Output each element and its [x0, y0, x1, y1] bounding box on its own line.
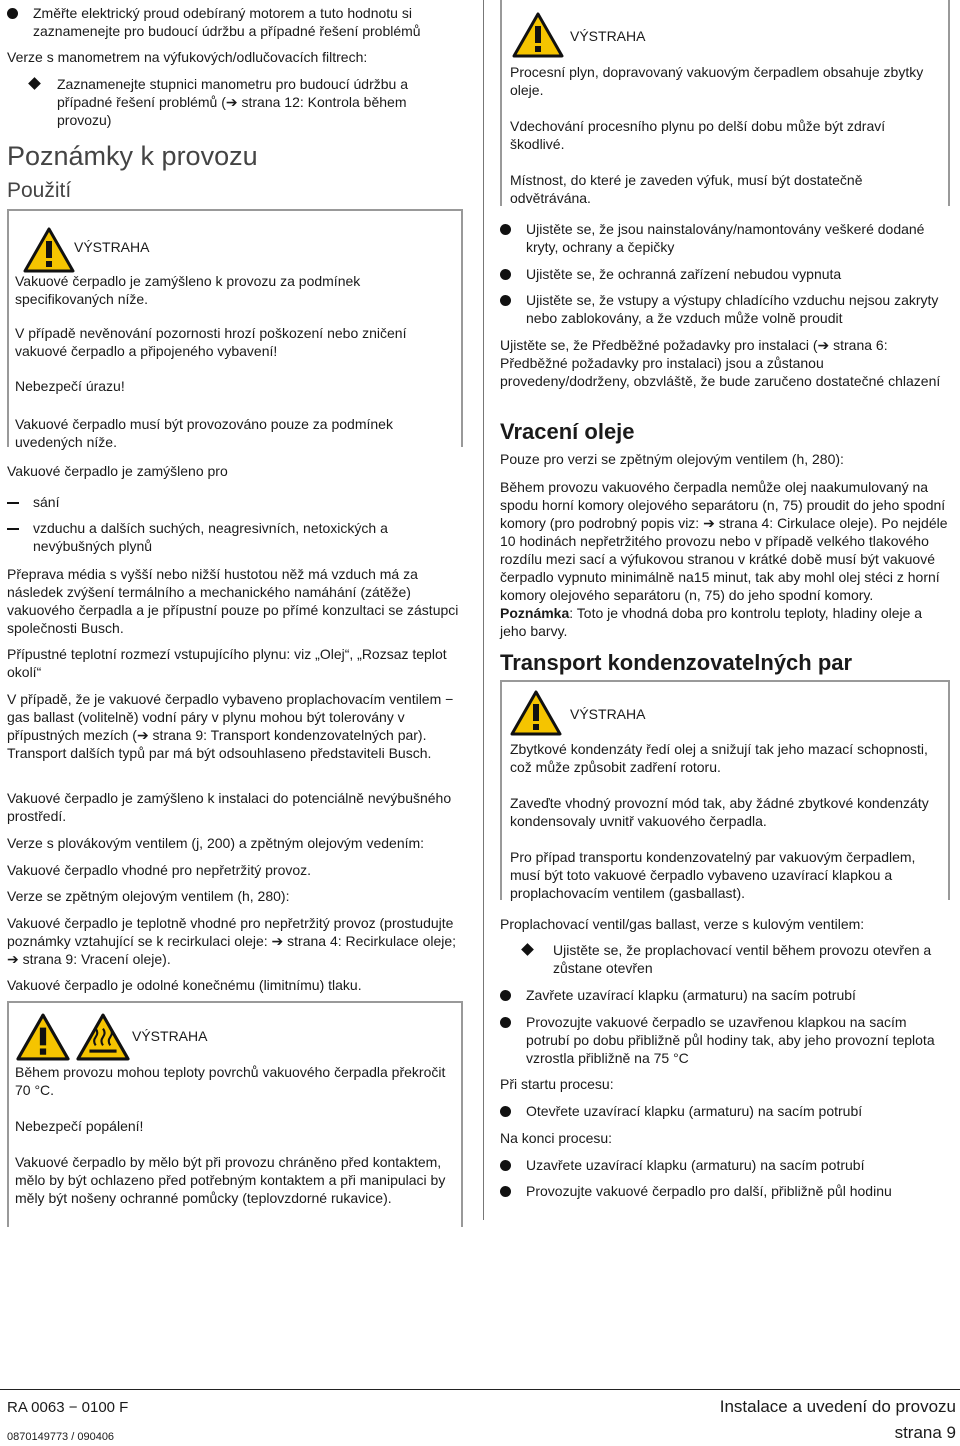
section-title: Vracení oleje	[500, 419, 635, 444]
warning-text: V případě nevěnování pozornosti hrozí poškození nebo zničení vakuové čerpadlo a připojeného vybavení!	[15, 325, 407, 359]
page-number: strana 9	[894, 1423, 956, 1442]
warning-triangle-icon	[23, 227, 75, 273]
paragraph: Pouze pro verzi se zpětným olejovým ventilem (h, 280):	[500, 451, 844, 467]
paragraph: Vakuové čerpadlo je teplotně vhodné pro nepřetržitý provoz (prostudujte poznámky vztahující se k recirkulaci oleje: ➔ strana 4: Recirkulace oleje; ➔ strana 9: Vracení oleje).	[7, 915, 457, 967]
warning-box	[7, 1001, 463, 1227]
warning-text: Během provozu mohou teploty povrchů vakuového čerpadla překročit 70 °C.	[15, 1064, 446, 1098]
warning-text: Zbytkové kondenzáty ředí olej a snižují tak jeho mazací schopnosti, což může způsobit zadření rotoru.	[510, 741, 928, 775]
part-number: 0870149773 / 090406	[7, 1431, 115, 1443]
bullet-icon	[500, 269, 511, 280]
warning-title: VÝSTRAHA	[132, 1028, 208, 1044]
warning-text: Místnost, do které je zaveden výfuk, musí být dostatečně odvětrávána.	[510, 172, 863, 206]
warning-text: Vdechování procesního plynu po delší dobu může být zdraví škodlivé.	[510, 118, 886, 152]
bullet-icon	[500, 224, 511, 235]
warning-box	[7, 209, 463, 450]
section-title: Poznámky k provozu	[7, 141, 258, 171]
warning-triangle-icon	[15, 1013, 71, 1061]
paragraph: Na konci procesu:	[500, 1130, 613, 1146]
footer-section: Instalace a uvedení do provozu	[719, 1397, 956, 1416]
warning-text: Zaveďte vhodný provozní mód tak, aby žádné zbytkové kondenzáty kondensovaly uvnitř vakuového čerpadla.	[510, 795, 929, 829]
paragraph: Během provozu vakuového čerpadla nemůže olej naakumulovaný na spodu horní komory olejového separátoru (n, 75) proudit do jeho spodní komory (pro podrobný popis viz: ➔ strana 4: Cirkulace oleje). Po nejdéle 10 hodinách nepřetržitého provozu nebo v případě velkého tlakového rozdílu mezi sací a výfukovou stranou v krátké době musí být vakuové čerpadlo vypnuto minimálně na15 minut, tak aby mohl olej stéci z horní komory olejového separátoru (n, 75) do jeho spodní komory. Poznámka: Toto je vhodná doba pro kontrolu teploty, hladiny oleje a jeho barvy.	[500, 479, 948, 639]
dash-bullet-icon	[7, 502, 19, 504]
paragraph: Verze se zpětným olejovým ventilem (h, 280):	[7, 888, 290, 904]
paragraph: Verze s manometrem na výfukových/odlučovacích filtrech:	[7, 49, 368, 65]
paragraph: Proplachovací ventil/gas ballast, verze s kulovým ventilem:	[500, 916, 865, 932]
paragraph: Vakuové čerpadlo vhodné pro nepřetržitý provoz.	[7, 862, 312, 878]
warning-title: VÝSTRAHA	[570, 28, 646, 44]
bullet-icon	[7, 8, 18, 19]
warning-text: Vakuové čerpadlo by mělo být při provozu chráněno před kontaktem, mělo by být ochlazeno před potřebným kontaktem a při manipulaci by měly být nošeny ochranné pomůcky (teplovzdorné rukavice).	[15, 1154, 446, 1206]
warning-text: Vakuové čerpadlo musí být provozováno pouze za podmínek uvedených níže.	[15, 416, 393, 450]
warning-title: VÝSTRAHA	[74, 239, 150, 255]
warning-text: Nebezpečí popálení!	[15, 1118, 144, 1134]
paragraph: Vakuové čerpadlo je odolné konečnému (limitnímu) tlaku.	[7, 977, 362, 993]
warning-text: Vakuové čerpadlo je zamýšleno k provozu za podmínek specifikovaných níže.	[15, 273, 361, 307]
subsection-title: Použití	[7, 179, 72, 202]
column-divider	[483, 0, 484, 1220]
diamond-bullet-icon	[28, 77, 41, 90]
warning-triangle-icon	[512, 12, 564, 58]
paragraph: Verze s plovákovým ventilem (j, 200) a zpětným olejovým vedením:	[7, 835, 425, 851]
hot-surface-icon	[75, 1013, 131, 1061]
paragraph: Ujistěte se, že Předběžné požadavky pro instalaci (➔ strana 6: Předběžné požadavky pro instalaci) jsou a zůstanou provedeny/dodrženy, obzvláště, že bude zaručeno dostatečné chlazení	[500, 337, 941, 389]
warning-title: VÝSTRAHA	[570, 706, 646, 722]
footer-rule	[0, 1389, 960, 1390]
bullet-icon	[500, 1160, 511, 1171]
warning-triangle-icon	[510, 690, 562, 736]
diamond-bullet-icon	[521, 943, 534, 956]
paragraph: Vakuové čerpadlo je zamýšleno pro	[7, 463, 228, 479]
doc-code: RA 0063 − 0100 F	[7, 1399, 129, 1416]
warning-text: Procesní plyn, dopravovaný vakuovým čerpadlem obsahuje zbytky oleje.	[510, 64, 924, 98]
bullet-icon	[500, 1186, 511, 1197]
bullet-icon	[500, 1106, 511, 1117]
warning-text: Pro případ transportu kondenzovatelný par vakuovým čerpadlem, musí být toto vakuové čerpadlo vybaveno uzavírací klapkou a proplachovacím ventilem (gasballast).	[510, 849, 916, 901]
bullet-icon	[500, 295, 511, 306]
paragraph: V případě, že je vakuové čerpadlo vybaveno proplachovacím ventilem − gas ballast (volitelně) vodní páry v plynu mohou být tolerovány v přípustných mezích (➔ strana 9: Transport kondenzovatelných par). Transport dalších typů par má být odsouhlaseno představiteli Busch.	[7, 691, 454, 761]
warning-box	[500, 680, 950, 900]
bullet-icon	[500, 990, 511, 1001]
bullet-icon	[500, 1017, 511, 1028]
paragraph: Při startu procesu:	[500, 1076, 614, 1092]
warning-box	[500, 0, 950, 206]
warning-text: Nebezpečí úrazu!	[15, 378, 125, 394]
paragraph: Přípustné teplotní rozmezí vstupujícího plynu: viz „Olej“, „Rozsaz teplot okolí“	[7, 646, 447, 680]
paragraph: Přeprava média s vyšší nebo nižší hustotou něž má vzduch má za následek zvýšení termálního a mechanického namáhání (zátěže) vakuového čerpadla a je přípustní pouze po přímé konzultaci se zástupci společnosti Busch.	[7, 566, 459, 636]
paragraph: Vakuové čerpadlo je zamýšleno k instalaci do potenciálně nevýbušného prostředí.	[7, 790, 452, 824]
section-title: Transport kondenzovatelných par	[500, 650, 853, 675]
dash-bullet-icon	[7, 528, 19, 530]
